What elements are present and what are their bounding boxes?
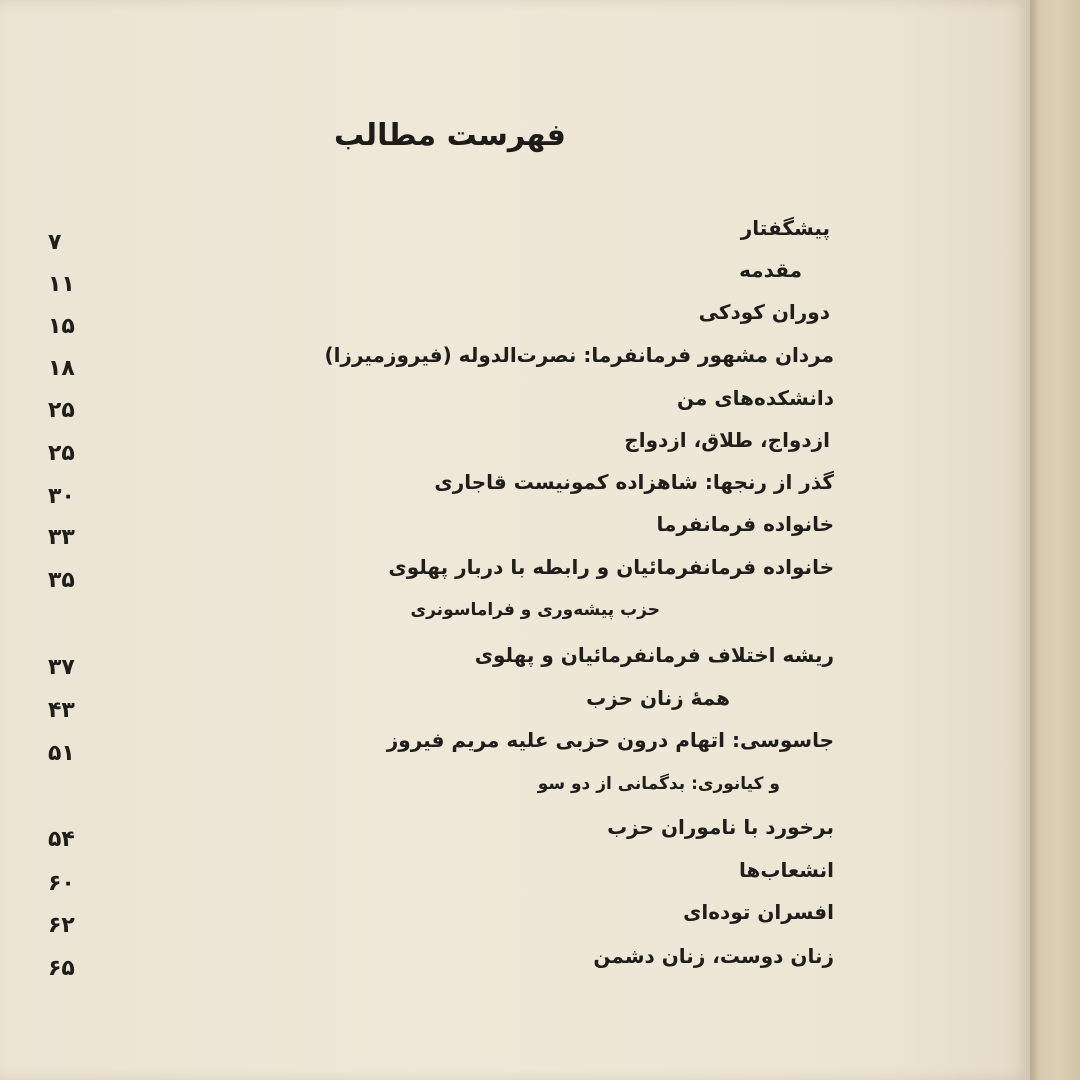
toc-page-12: ۴۳ <box>48 698 75 723</box>
toc-page-7: ۳۰ <box>48 484 75 509</box>
toc-entry-1: پیشگفتار <box>740 216 830 240</box>
toc-page-6: ۲۵ <box>48 441 75 466</box>
toc-page-11: ۳۷ <box>48 655 75 680</box>
toc-entry-2: مقدمه <box>739 258 802 282</box>
toc-page-4: ۱۸ <box>48 356 75 381</box>
toc-page-3: ۱۵ <box>48 314 75 339</box>
page-edge <box>1030 0 1080 1080</box>
toc-entry-11: ریشه اختلاف فرمانفرمائیان و پهلوی <box>474 643 834 667</box>
toc-entry-14: و کیانوری: بدگمانی از دو سو <box>537 774 780 794</box>
toc-page-1: ۷ <box>48 230 62 255</box>
toc-entry-3: دوران کودکی <box>698 300 830 324</box>
toc-entry-18: زنان دوست، زنان دشمن <box>593 944 834 968</box>
toc-entry-16: انشعاب‌ها <box>739 858 834 882</box>
toc-page-17: ۶۲ <box>48 913 75 938</box>
toc-entry-10: حزب پیشه‌وری و فراماسونری <box>410 600 660 620</box>
toc-entry-12: همهٔ زنان حزب <box>586 686 730 710</box>
toc-entry-9: خانواده فرمانفرمائیان و رابطه با دربار پهلوی <box>388 555 834 579</box>
toc-page-5: ۲۵ <box>48 398 75 423</box>
toc-page-18: ۶۵ <box>48 956 75 981</box>
toc-page-13: ۵۱ <box>48 741 75 766</box>
toc-page-9: ۳۵ <box>48 568 75 593</box>
toc-entry-8: خانواده فرمانفرما <box>656 512 834 536</box>
toc-page-16: ۶۰ <box>48 871 75 896</box>
toc-entry-4: مردان مشهور فرمانفرما: نصرت‌الدوله (فیروزمیرزا) <box>324 343 834 367</box>
toc-entry-5: دانشکده‌های من <box>676 386 834 410</box>
toc-entry-6: ازدواج، طلاق، ازدواج <box>624 428 830 452</box>
page-title: فهرست مطالب <box>334 118 566 153</box>
toc-entry-7: گذر از رنجها: شاهزاده کمونیست قاجاری <box>434 470 834 494</box>
toc-page-15: ۵۴ <box>48 827 75 852</box>
toc-page-8: ۳۳ <box>48 525 75 550</box>
toc-entry-13: جاسوسی: اتهام درون حزبی علیه مریم فیروز <box>386 728 834 752</box>
toc-page-2: ۱۱ <box>48 272 75 297</box>
toc-entry-15: برخورد با ناموران حزب <box>607 815 834 839</box>
toc-entry-17: افسران توده‌ای <box>683 900 834 924</box>
